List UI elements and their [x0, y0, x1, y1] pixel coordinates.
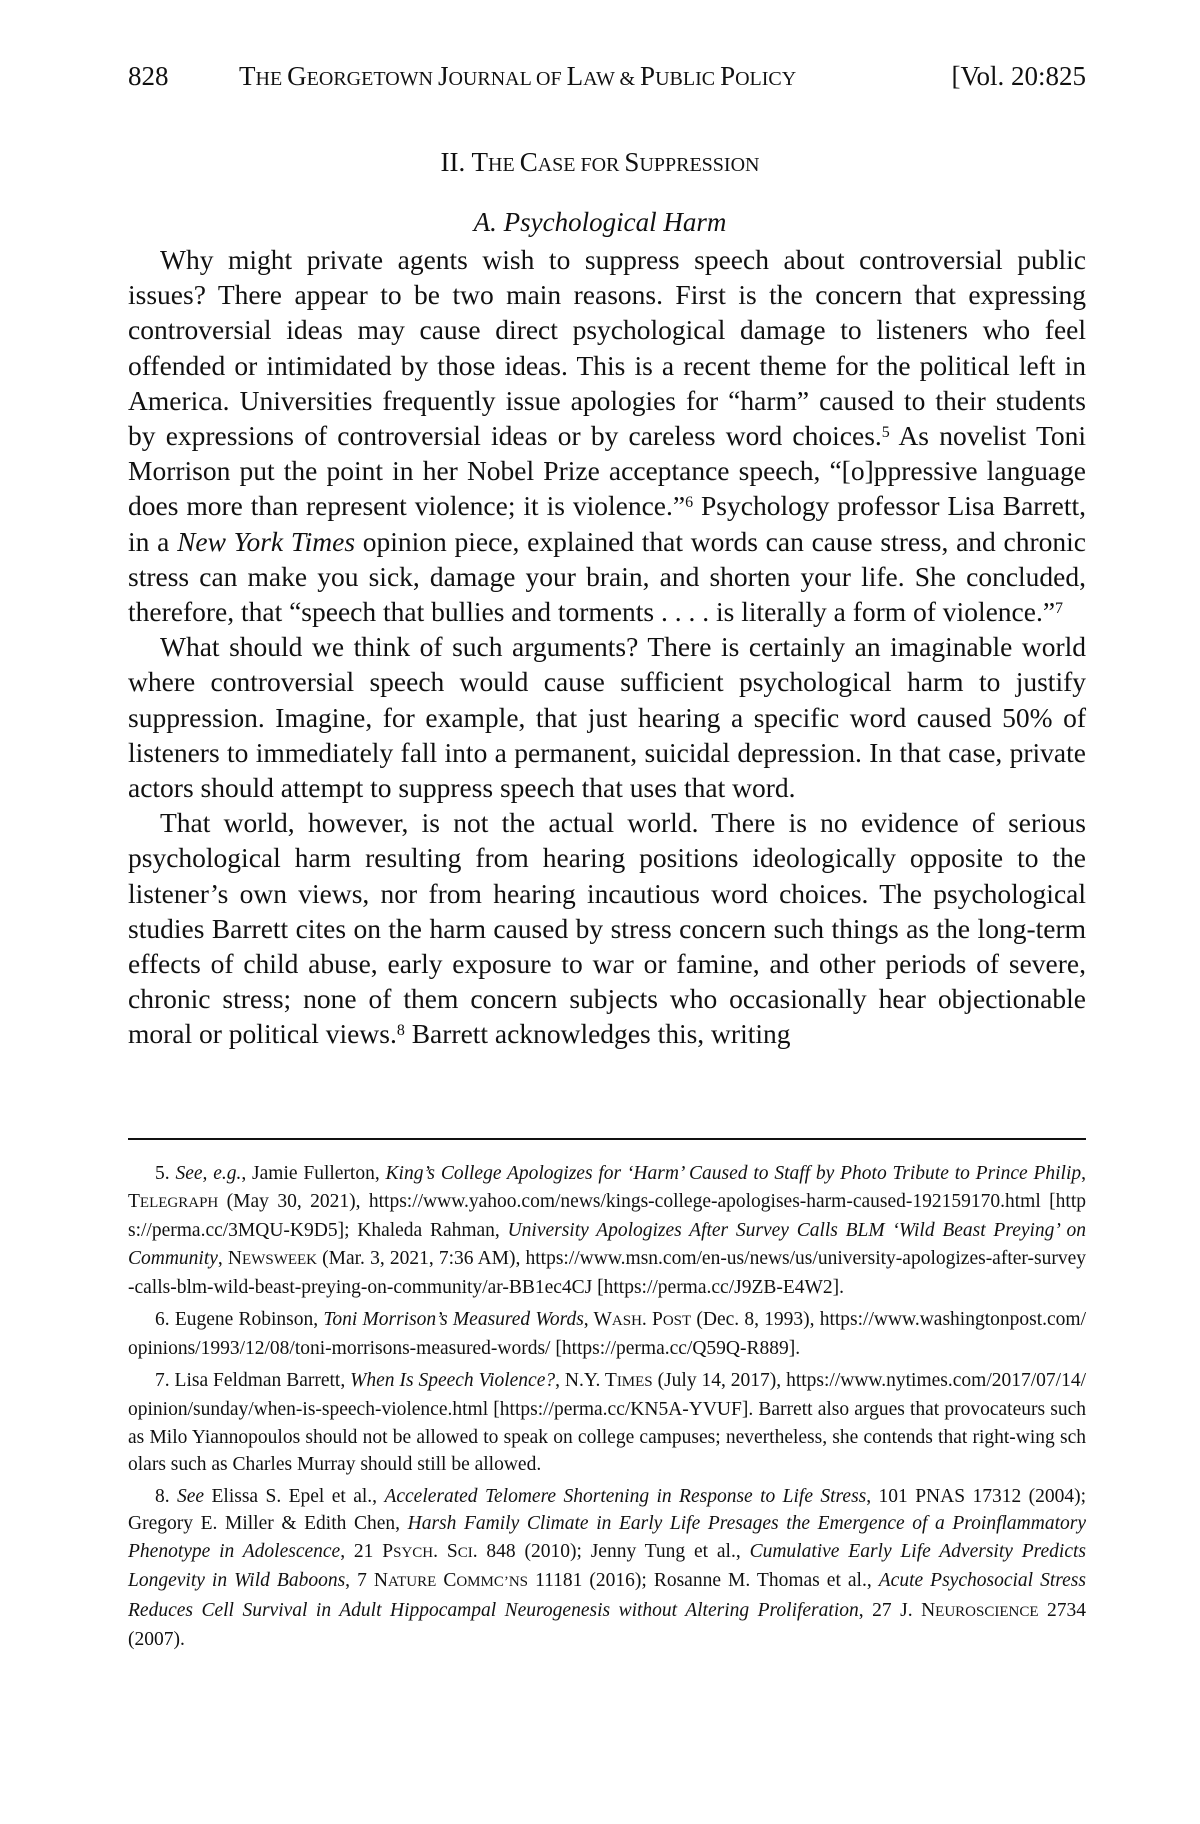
footnote-8: 8. See Elissa S. Epel et al., Accelerated Telomere Shortening in Response to Life Stress, 101 PNAS 17312 (2004); Gregory E. Miller & Edith Chen, Harsh Family Climate in Early Life Presages the Emergence of a Proinflammatory Phenotype in Adolescence, 21 PSYCH. SCI. 848 (2010); Jenny Tung et al., Cumulative Early Life Adversity Predicts Longevity in Wild Baboons, 7 NATURE COMMC’NS 11181 (2016); Rosanne M. Thomas et al., Acute Psychosocial Stress Reduces Cell Survival in Adult Hippocampal Neurogenesis without Altering Proliferation, 27 J. NEUROSCIENCE 2734 (2007). [128, 1485, 1087, 1650]
footnote-5: 5. See, e.g., Jamie Fullerton, King’s College Apologizes for ‘Harm’ Caused to Staff by Photo Tribute to Prince Philip, TELEGRAPH (May 30, 2021), https://www.yahoo.com/news/kings-college-apologises-harm-caused-192159170.html [https://perma.cc/3MQU-K9D5]; Khaleda Rahman, University Apologizes After Survey Calls BLM ‘Wild Beast Preying’ on Community, NEWSWEEK (Mar. 3, 2021, 7:36 AM), https://www.msn.com/en-us/news/us/university-apologizes-after-survey-calls-blm-wild-beast-preying-on-community/ar-BB1ec4CJ [https://perma.cc/J9ZB-E4W2]. [128, 1163, 1087, 1298]
paragraph: What should we think of such arguments? There is certainly an imaginable world where controversial speech would cause sufficient psychological harm to justify suppression. Imagine, for example, that just hearing a specific word caused 50% of listeners to immediately fall into a permanent, suicidal depression. In that case, private actors should attempt to suppress speech that uses that word. [128, 631, 1086, 804]
footnote-divider [128, 1138, 1086, 1140]
subsection-heading: A. Psychological Harm [473, 207, 727, 237]
footnote-ref[interactable]: 7 [1055, 600, 1064, 618]
paragraph: That world, however, is not the actual world. There is no evidence of serious psychological harm resulting from hearing positions ideologically opposite to the listener’s own views, nor from hearing incautious word choices. The psychological studies Barrett cites on the harm caused by stress concern such things as the long-term effects of child abuse, early exposure to war or famine, and other periods of severe, chronic stress; none of them concern subjects who occasionally hear objectionable moral or political views.$^8$ Barrett acknowledges this, writing [128, 807, 1086, 1050]
footnote-ref[interactable]: 6 [685, 494, 694, 512]
footnote-ref[interactable]: 8 [396, 1022, 405, 1040]
volume-citation: [Vol. 20:825 [951, 61, 1086, 91]
footnote-ref[interactable]: 5 [881, 424, 890, 442]
footnote-7: 7. Lisa Feldman Barrett, When Is Speech Violence?, N.Y. TIMES (July 14, 2017), https://www.nytimes.com/2017/07/14/opinion/sunday/when-is-speech-violence.html [https://perma.cc/KN5A-YVUF]. Barrett also argues that provocateurs such as Milo Yiannopoulos should not be allowed to speak on college campuses; nevertheless, she contends that right-wing scholars such as Charles Murray should still be allowed. [128, 1369, 1086, 1475]
body-text [128, 242, 1086, 1052]
section-heading: II. THE CASE FOR SUPPRESSION [440, 147, 760, 177]
footnote-6: 6. Eugene Robinson, Toni Morrison’s Measured Words, WASH. POST (Dec. 8, 1993), https://www.washingtonpost.com/opinions/1993/12/08/toni-morrisons-measured-words/ [https://perma.cc/Q59Q-R889]. [128, 1308, 1087, 1359]
journal-title: THE GEORGETOWN JOURNAL OF LAW & PUBLIC POLICY [239, 61, 797, 91]
paragraph: Why might private agents wish to suppress speech about controversial public issues? There appear to be two main reasons. First is the concern that expressing controversial ideas may cause direct psychological damage to listeners who feel offended or intimidated by those ideas. This is a recent theme for the political left in America. Universities frequently issue apologies for “harm” caused to their students by expressions of controversial ideas or by careless word choices.$^5$ As novelist Toni Morrison put the point in her Nobel Prize acceptance speech, “[o]ppressive language does more than represent violence; it is violence.”$^6$ Psychology professor Lisa Barrett, in a New York Times opinion piece, explained that words can cause stress, and chronic stress can make you sick, damage your brain, and shorten your life. She concluded, therefore, that “speech that bullies and torments . . . . is literally a form of violence.”$^7$ [128, 244, 1086, 628]
page-number: 828 [128, 61, 169, 91]
footnotes [128, 1160, 1086, 1658]
running-header [128, 56, 1086, 96]
